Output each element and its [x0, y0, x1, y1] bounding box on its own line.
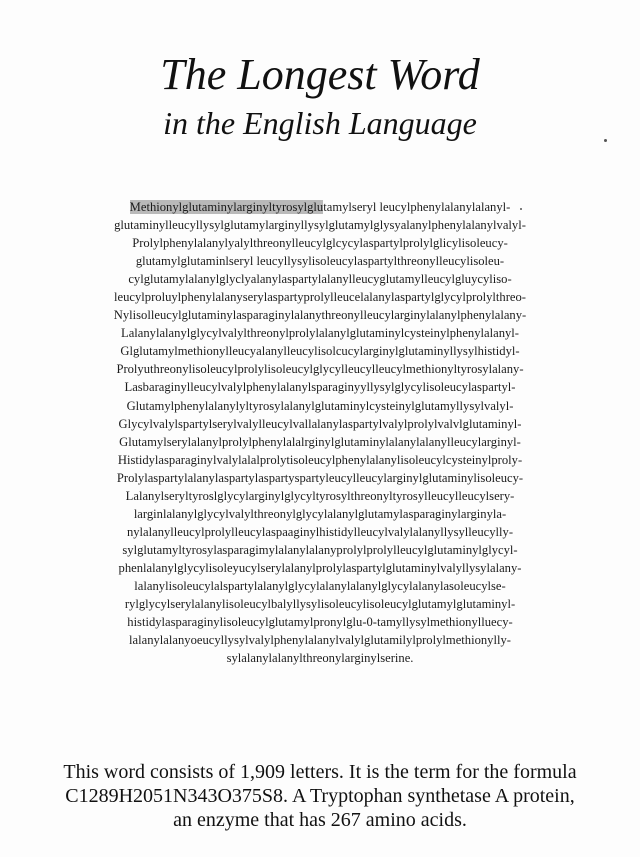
word-line: rylglycylserylalanylisoleucylbalyllysylisoleucylisoleucylglutamylglutaminyl-: [124, 597, 516, 612]
word-line: Prolylaspartylalanylaspartylaspartyspartyleucylleucylarginylglutaminylisoleucy-: [116, 470, 524, 485]
caption-line: C1289H2051N343O375S8. A Tryptophan synthetase A protein,: [65, 785, 575, 807]
highlighted-word-start: Methionylglutaminylarginyltyrosylglu: [129, 200, 324, 214]
caption-line: an enzyme that has 267 amino acids.: [173, 809, 467, 831]
caption-text: [0, 760, 640, 832]
word-line: Prolyuthreonylisoleucylprolylisoleucylglycylleucylleucylmethionyltyrosylalany-: [116, 362, 524, 377]
word-line: sylglutamyltyrosylasparagimylalanylalanyprolylprolylleucylglutaminylglycyl-: [122, 542, 518, 557]
scan-speck: [604, 139, 607, 142]
caption-line: This word consists of 1,909 letters. It is the term for the formula: [63, 761, 577, 783]
word-line: nylalanylleucylprolylleucylaspaaginylhistidylleucylvalylalanyllysylleucylly-: [126, 524, 514, 539]
word-line: phenlalanylglycylisoleyucylserylalanylprolylaspartylglutaminylvalyllysylalany-: [118, 560, 522, 575]
word-line: Lasbaraginylleucylvalylphenylalanylsparaginyyllysylglycylisoleucylaspartyl-: [124, 380, 516, 395]
word-line: sylalanylalanylthreonylarginylserine.: [226, 651, 414, 666]
longest-word-text: [14, 198, 626, 667]
scan-speck: [520, 208, 522, 210]
word-line: glutamylglutaminlseryl leucyllysylisoleucylaspartylthreonylleucylisoleu-: [135, 254, 505, 269]
word-line: leucylproluylphenylalanyserylaspartyprolylleucelalanylaspartylglycylprolylthreo-: [114, 290, 526, 305]
word-line: Lalanylseryltyroslglycylarginylglycyltyrosylthreonyltyrosylleucylleucylsery-: [125, 488, 515, 503]
word-line: [14, 198, 626, 216]
word-line: Histidylasparaginylvalylalalprolytisoleucylphenylalanylisoleucylcysteinylproly-: [117, 452, 523, 467]
word-line: Glutamylphenylalanylyltyrosylalanylglutaminylcysteinylglutamyllysylvalyl-: [126, 398, 514, 413]
word-line: cylglutamylalanylglyclyalanylaspartylalanylleucyglutamylleucylgluycyliso-: [128, 272, 512, 287]
word-line: lalanylalanyoeucyllysylvalylphenylalanylvalylglutamilylprolylmethionylly-: [129, 633, 511, 648]
word-line: Glglutamylmethionylleucyalanylleucylisolcucylarginylglutaminyllysylhistidyl-: [120, 344, 520, 359]
word-line: Nylisolleucylglutaminylasparaginylalanythreonylleucylarginylalanylphenylalany-: [113, 308, 527, 323]
word-line: Glycylvalylspartylserylvalylleucylvallalanylaspartylvalylprolylvalvlglutaminyl-: [118, 416, 522, 431]
word-line: Glutamylserylalanylprolylphenylalalrginylglutaminylalanylalanylleucylarginyl-: [119, 434, 521, 449]
word-line: lalanylisoleucylalspartylalanylglycylalanylalanylglycylalanylasoleucylse-: [134, 578, 506, 593]
word-line: glutaminylleucyllysylglutamylarginyllysylglutamylglysyalanylphenylalanylvalyl-: [114, 218, 526, 233]
word-line: Lalanylalanylglycylvalylthreonylprolylalanylglutaminylcysteinylphenylalanyl-: [121, 326, 519, 341]
page-title: The Longest Word: [160, 50, 480, 99]
page-subtitle: in the English Language: [163, 105, 477, 141]
word-line: larginlalanylglycylvalylthreonylglycylalanylglutamylasparaginylarginyla-: [133, 506, 507, 521]
word-line: Prolylphenylalanylyalylthreonylleucylglcycylaspartylprolylglicylisoleucy-: [132, 236, 508, 251]
word-line: histidylasparaginylisoleucylglutamylpronylglu-0-tamyllysylmethionylluecy-: [127, 615, 513, 630]
word-line-rest: tamylseryl leucylphenylalanylalanyl-: [323, 200, 511, 214]
